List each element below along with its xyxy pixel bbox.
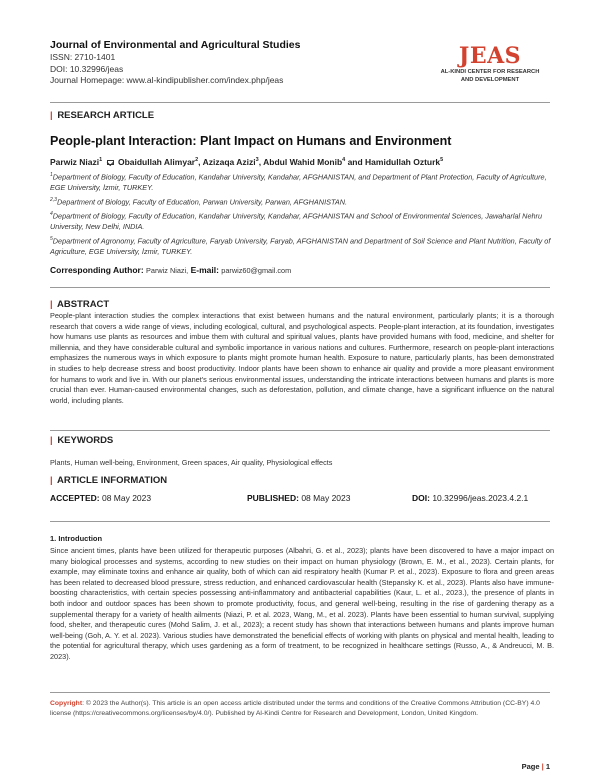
corresponding-email[interactable]: parwiz60@gmail.com — [221, 266, 292, 275]
author-sup: 4 — [342, 157, 346, 164]
logo-word: JEAS — [458, 43, 522, 69]
author-name: Azizaqa Azizi — [202, 157, 256, 167]
journal-homepage: Journal Homepage: www.al-kindipublisher.com/index.php/jeas — [50, 75, 284, 85]
page-number-value: 1 — [545, 762, 550, 771]
journal-issn: ISSN: 2710-1401 — [50, 52, 116, 62]
mail-icon — [107, 160, 114, 165]
logo-sub-line-2: AND DEVELOPMENT — [460, 77, 520, 83]
author-sup: 2 — [195, 157, 199, 164]
introduction-heading: 1. Introduction — [50, 534, 103, 543]
published-value: 08 May 2023 — [301, 493, 351, 503]
copyright-text: : © 2023 the Author(s). This article is an open access article distributed under the terms and conditions of the Creative Commons Attribution (CC-BY) 4.0 license (https://creativecommons.org/licenses/by/4.0/). Published by Al-Kindi Centre for Research and Development, London, United Kingdom. — [50, 700, 540, 717]
keywords-heading: | KEYWORDS — [50, 435, 114, 446]
corresponding-name: Parwiz Niazi, — [146, 266, 189, 275]
author-list — [50, 157, 443, 167]
footer-divider — [50, 692, 550, 693]
affiliations — [50, 170, 555, 259]
article-type-heading: | RESEARCH ARTICLE — [50, 110, 155, 121]
affiliation — [50, 209, 555, 232]
author-name: Parwiz Niazi — [50, 157, 100, 167]
affiliation-text: Department of Biology, Faculty of Education, Parwan University, Parwan, AFGHANISTAN. — [56, 197, 348, 207]
page-label: Page — [521, 762, 540, 771]
author-name: Abdul Wahid Monib — [263, 157, 343, 167]
journal-header — [50, 38, 380, 87]
page-number: Page | 1 — [521, 762, 550, 771]
author-separator: , — [258, 157, 264, 167]
doi-label: DOI: — [412, 493, 430, 503]
journal-doi: DOI: 10.32996/jeas — [50, 63, 124, 74]
author-name: Obaidullah Alimyar — [117, 157, 196, 167]
email-label: E-mail: — [190, 265, 219, 275]
affiliation-sup: 4 — [50, 211, 53, 218]
affiliation — [50, 195, 555, 208]
paper-title: People-plant Interaction: Plant Impact on Humans and Environment — [50, 134, 452, 148]
section-divider — [50, 521, 550, 522]
corresponding-author — [50, 265, 291, 275]
article-info-heading: | ARTICLE INFORMATION — [50, 475, 168, 486]
keywords-heading-label: KEYWORDS — [57, 435, 114, 446]
article-doi — [412, 493, 528, 503]
author-separator: , — [198, 157, 203, 167]
affiliation — [50, 234, 555, 257]
abstract-heading: | ABSTRACT — [50, 299, 110, 310]
abstract-text: People-plant interaction studies the complex interactions that exist between humans and the natural environment, particularly plants; it is a thorough research that covers a wide range of views, including ecological, cultural, and psychological aspects. People-plant interaction, at its foundation, investigates how humans use plants as resources and imbue them with cultural and spiritual values, plants have provided humans with food, medicine, and shelter for millennia, and they have considerable cultural and symbolic importance in various nations and cultures. Furthermore, research on people-plant interactions emphasizes the numerous ways in which exposure to plants might promote human health. Exposure to nature, particularly plants, has been demonstrated in studies to help decrease stress and boost productivity. Indoor plants have been shown to enhance air quality and provide a more pleasant environment for humans to work and live in. With our planet's serious environmental issues, understanding the intricate interactions between humans and plants is more crucial than ever. Human-caused environmental changes, such as deforestation, pollution, and climate change, have a significant influence on the natural world, including plants. — [50, 311, 554, 405]
author-name: Hamidullah Ozturk — [365, 157, 441, 167]
accepted-date — [50, 493, 151, 503]
abstract-heading-label: ABSTRACT — [56, 299, 110, 310]
author-separator: and — [345, 157, 366, 167]
affiliation-sup: 1 — [50, 172, 53, 178]
corresponding-label: Corresponding Author: — [50, 265, 144, 275]
author-sup: 1 — [99, 157, 103, 164]
affiliation-text: Department of Biology, Faculty of Education, Kandahar University, Kandahar, AFGHANISTAN, and Department of Plant Protection, Faculty of Agriculture, EGE University, İzmir, TURKEY. — [50, 172, 547, 192]
accepted-label: ACCEPTED: — [50, 493, 100, 503]
copyright-notice — [50, 699, 550, 719]
doi-value[interactable]: 10.32996/jeas.2023.4.2.1 — [432, 493, 529, 503]
article-type-label: RESEARCH ARTICLE — [57, 110, 155, 121]
jeas-logo — [420, 44, 560, 84]
keywords-text: Plants, Human well-being, Environment, Green spaces, Air quality, Physiological effects — [50, 458, 333, 467]
section-divider — [50, 287, 550, 288]
introduction-text: Since ancient times, plants have been utilized for therapeutic purposes (Albahri, G. et al., 2023); plants have been discovered to have a major impact on many biological processes and systems, according to new studies on their impact on human physiology (Brown, E. M., et al., 2023). Certain plants, for example, may eliminate toxins and enhance air quality, both of which can aid respiratory health (Kumar P. et al., 2023). Exposure to flora and green areas has been related to decreased blood pressure, stress reduction, and enhanced cardiovascular health (Stepansky K. et al., 2023). Plants also have immune-boosting characteristics, with certain species possessing anti-inflammatory and antibacterial capabilities (Kaur, L. et al., 2023.), the presence of plants in both indoor and outdoor spaces has been shown to promote productivity, focus, and general well-being, resulting in the rise of gardening therapy as a supplemental therapy for a variety of health ailments (Niazi, P. et al. 2023, Wang, M., et al. 2023). Plants have been essential to human survival, supplying food, shelter, and therapeutic cures (Mohd Salim, J. et al., 2023); a recent study has shown that interactions between humans and plants improve human well-being (Goh, A. Y. et al. 2023). Various studies have demonstrated the beneficial effects of working with plants on physical and mental health, leading to the potential for agricultural therapy, which uses gardening as a form of treatment, to be recognized in healthcare settings (Russo, A., & Andreucci, M. B. 2023). — [50, 546, 554, 661]
affiliation-text: Department of Agronomy, Faculty of Agriculture, Faryab University, Faryab, AFGHANISTAN and Department of Soil Science and Plant Nutrition, Faculty of Agriculture, EGE University, İzmir, TURKEY. — [50, 236, 551, 256]
section-divider — [50, 430, 550, 431]
author-sup: 3 — [255, 157, 259, 164]
logo-sub-line-1: AL-KINDI CENTER FOR RESEARCH — [440, 69, 540, 75]
affiliation-sup: 2,3 — [50, 196, 57, 203]
affiliation-sup: 5 — [50, 235, 53, 242]
header-divider — [50, 102, 550, 103]
accepted-value: 08 May 2023 — [101, 493, 152, 503]
affiliation-text: Department of Biology, Faculty of Education, Kandahar University, Kandahar, AFGHANISTAN and School of Environmental Sciences, Jawaharlal Nehru University, New Delhi, INDIA. — [50, 211, 543, 231]
author-sup: 5 — [440, 157, 444, 164]
published-label: PUBLISHED: — [247, 493, 299, 503]
affiliation — [50, 170, 555, 193]
journal-name: Journal of Environmental and Agricultural Studies — [50, 39, 301, 51]
copyright-label: Copyright — [50, 700, 83, 707]
published-date — [247, 493, 350, 503]
article-info-heading-label: ARTICLE INFORMATION — [56, 475, 168, 486]
